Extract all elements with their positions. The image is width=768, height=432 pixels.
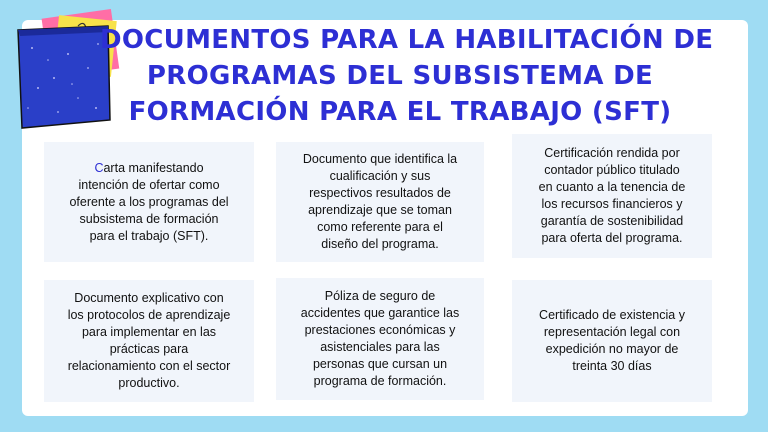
document-card-4 <box>44 280 254 402</box>
card-text: Certificación rendida por contador público titulado en cuanto a la tenencia de los recursos financieros y garantía de sostenibilidad para oferta del programa. <box>538 146 686 245</box>
card-text <box>69 160 228 245</box>
document-card-6 <box>512 280 712 402</box>
document-card-2 <box>276 142 484 262</box>
card-body: arta manifestando intención de ofertar como oferente a los programas del subsistema de formación para el trabajo (SFT). <box>69 160 229 243</box>
document-card-5 <box>276 278 484 400</box>
card-text: Documento explicativo con los protocolos de aprendizaje para implementar en las prácticas para relacionamiento con el sector productivo. <box>67 291 231 390</box>
card-text: Póliza de seguro de accidentes que garantice las prestaciones económicas y asistenciales para las personas que cursan un programa de formación. <box>300 289 460 388</box>
title-line-3: FORMACIÓN PARA EL TRABAJO (SFT) <box>128 97 672 127</box>
page-title <box>100 22 714 130</box>
card-text: Documento que identifica la cualificación y sus respectivos resultados de aprendizaje que se toman como referente para el diseño del programa. <box>302 152 458 251</box>
document-card-1 <box>44 142 254 262</box>
card-initial: C <box>94 160 104 175</box>
document-card-3 <box>512 134 712 258</box>
card-text: Certificado de existencia y representación legal con expedición no mayor de treinta 30 días <box>539 308 685 373</box>
title-line-2: PROGRAMAS DEL SUBSISTEMA DE <box>146 61 654 91</box>
title-line-1: DOCUMENTOS PARA LA HABILITACIÓN DE <box>100 25 714 55</box>
